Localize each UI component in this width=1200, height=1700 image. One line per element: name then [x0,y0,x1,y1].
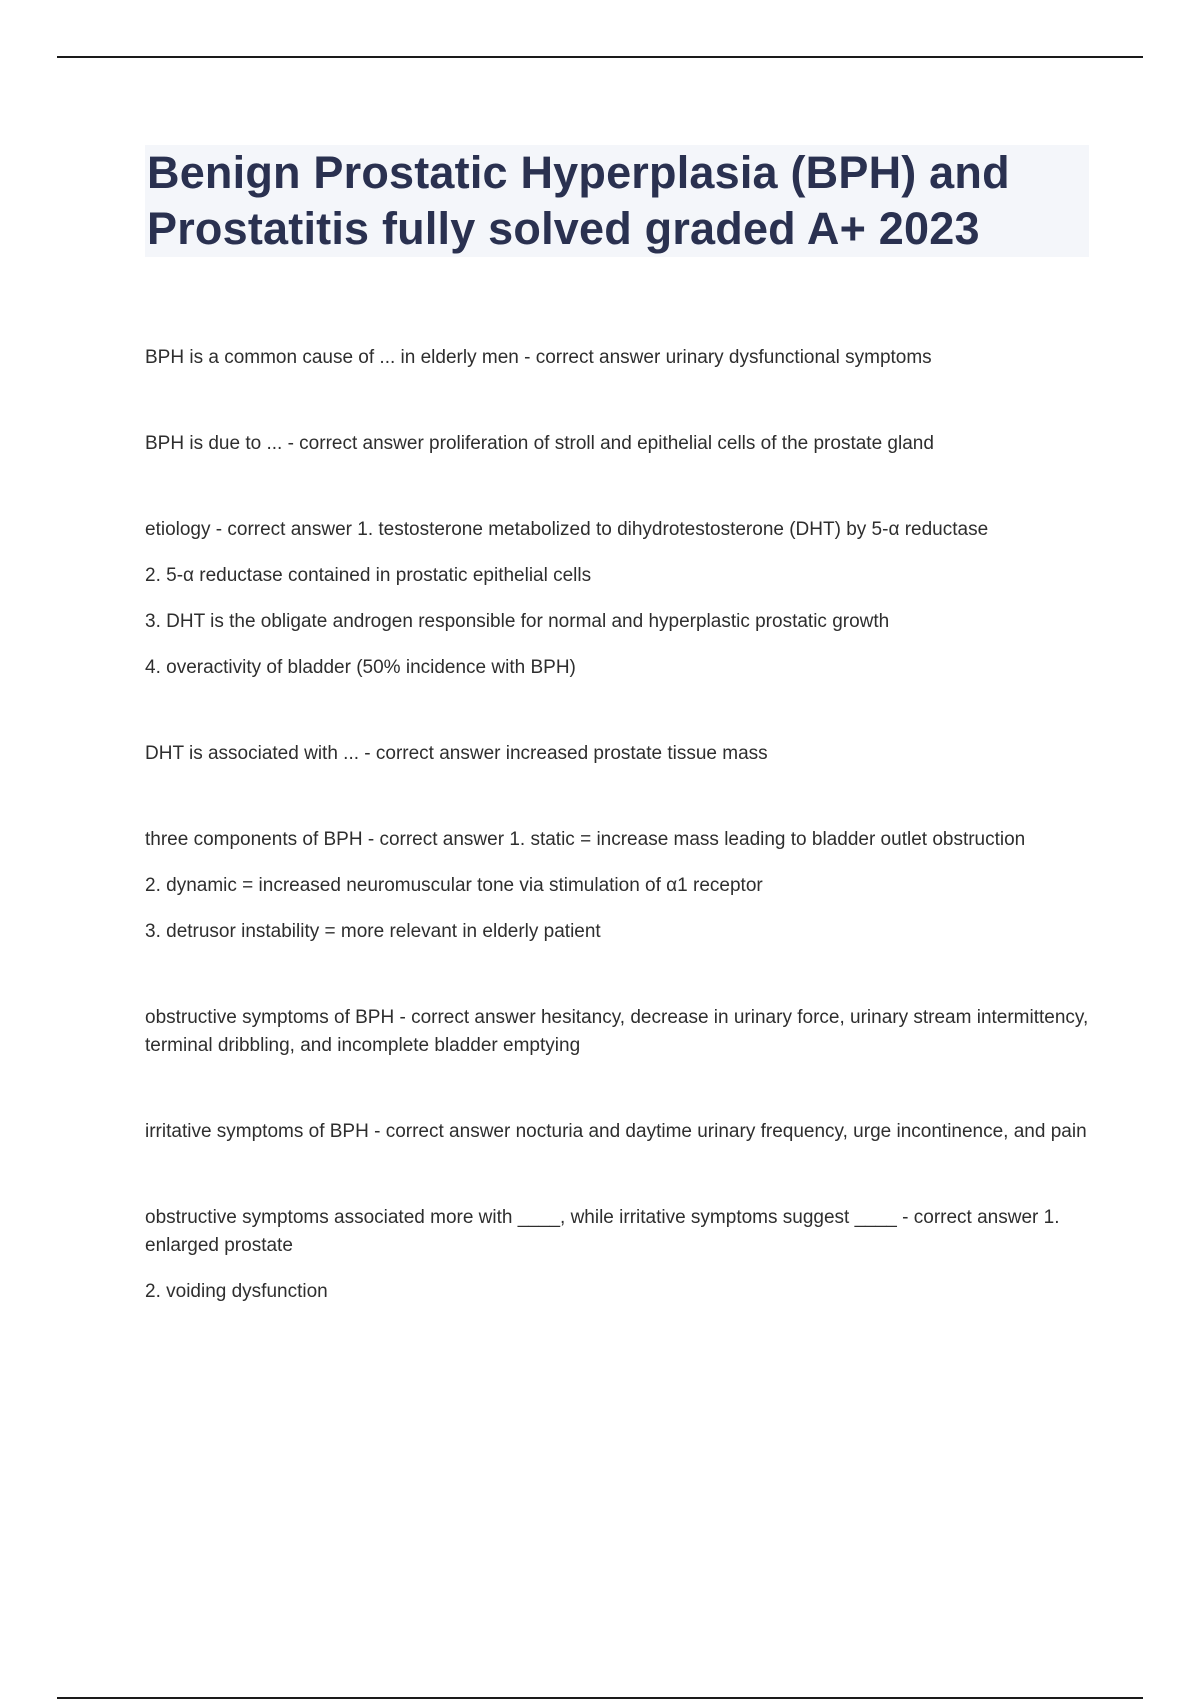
qa-line: 2. voiding dysfunction [145,1281,328,1302]
qa-item-8 [145,1204,1095,1306]
qa-line: obstructive symptoms of BPH - correct answer hesitancy, decrease in urinary force, urinary stream intermittency, terminal dribbling, and incomplete bladder emptying [145,1007,1089,1056]
title-box [145,145,1089,257]
qa-line: 3. detrusor instability = more relevant in elderly patient [145,921,601,942]
qa-line: 2. dynamic = increased neuromuscular tone via stimulation of α1 receptor [145,875,763,896]
qa-content [145,344,1095,1306]
qa-line: BPH is a common cause of ... in elderly men - correct answer urinary dysfunctional symptoms [145,347,932,368]
qa-line: DHT is associated with ... - correct answer increased prostate tissue mass [145,743,768,764]
qa-item-4 [145,740,1095,768]
qa-line: etiology - correct answer 1. testosterone metabolized to dihydrotestosterone (DHT) by 5-α reductase [145,519,989,540]
qa-item-2 [145,430,1095,458]
qa-line: 2. 5-α reductase contained in prostatic epithelial cells [145,565,592,586]
qa-item-1 [145,344,1095,372]
qa-line: three components of BPH - correct answer 1. static = increase mass leading to bladder outlet obstruction [145,829,1026,850]
bottom-rule [57,1697,1143,1699]
qa-item-6 [145,1004,1095,1060]
qa-item-5 [145,826,1095,946]
page-title: Benign Prostatic Hyperplasia (BPH) and Prostatitis fully solved graded A+ 2023 [147,147,1010,254]
qa-line: BPH is due to ... - correct answer proliferation of stroll and epithelial cells of the prostate gland [145,433,934,454]
qa-item-3 [145,516,1095,682]
qa-line: irritative symptoms of BPH - correct answer nocturia and daytime urinary frequency, urge incontinence, and pain [145,1121,1087,1142]
qa-line: 4. overactivity of bladder (50% incidence with BPH) [145,657,576,678]
qa-line: obstructive symptoms associated more with ____, while irritative symptoms suggest ____ - correct answer 1. enlarged prostate [145,1207,1060,1256]
top-rule [57,56,1143,58]
qa-line: 3. DHT is the obligate androgen responsible for normal and hyperplastic prostatic growth [145,611,890,632]
qa-item-7 [145,1118,1095,1146]
